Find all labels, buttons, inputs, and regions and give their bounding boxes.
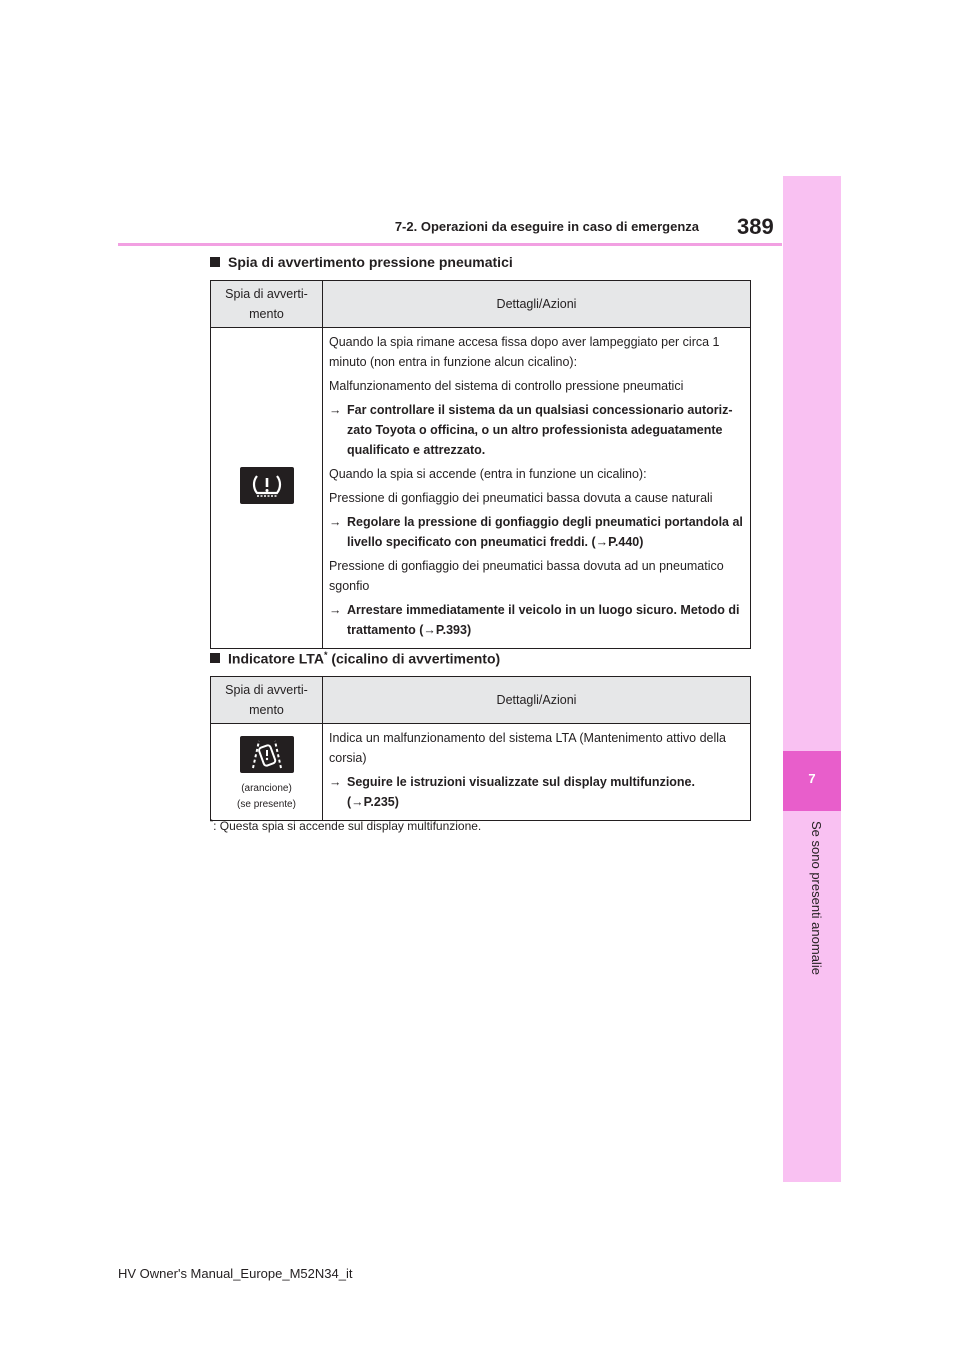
action-instruction [329, 600, 744, 640]
details-cell [323, 724, 751, 821]
detail-text: Quando la spia si accende (entra in funzione un cicalino): [329, 467, 647, 481]
arrow-icon: → [329, 515, 342, 529]
detail-text: Pressione di gonfiaggio dei pneumatici bassa dovuta a cause naturali [329, 491, 713, 505]
col-header-warning-light [211, 677, 323, 724]
section2-heading [210, 650, 500, 667]
footnote [210, 818, 481, 833]
chapter-title: Se sono presenti anomalie [809, 821, 824, 975]
detail-text: Indica un malfunzionamento del sistema LTA (Mantenimento attivo della corsia) [329, 731, 726, 765]
col-header-warning-light [211, 281, 323, 328]
warning-icon-cell [211, 328, 323, 649]
action-instruction [329, 400, 744, 460]
section-title: 7-2. Operazioni da eseguire in caso di emergenza [394, 219, 699, 234]
arrow-icon: → [329, 775, 342, 789]
page-number: 389 [737, 214, 774, 239]
manual-footer: HV Owner's Manual_Europe_M52N34_it [118, 1266, 353, 1281]
header-rule [118, 243, 782, 246]
col-header-details: Dettagli/Azioni [323, 677, 751, 724]
detail-text: Quando la spia rimane accesa fissa dopo aver lampeggiato per circa 1 minuto (non entra in funzione alcun cicalino): [329, 335, 720, 369]
icon-availability-note: (se presente) [237, 798, 296, 810]
col-header-details: Dettagli/Azioni [323, 281, 751, 328]
footnote-mark: * [210, 818, 214, 827]
arrow-icon: → [329, 603, 342, 617]
action-text: Far controllare il sistema da un qualsiasi concessionario autoriz- zato Toyota o officina, o un altro professionista adeguatamente qualificato e attrezzato. [347, 403, 733, 457]
bullet-square-icon [210, 257, 220, 267]
chapter-number: 7 [808, 771, 816, 786]
section2-heading-text [228, 650, 500, 667]
footnote-text: : Questa spia si accende sul display multifunzione. [213, 819, 482, 833]
footnote-mark: * [323, 650, 328, 660]
section1-heading [210, 254, 513, 270]
col-header-warning-light-text: Spia di avverti- mento [225, 287, 308, 321]
section1-heading-text: Spia di avvertimento pressione pneumatici [228, 254, 513, 270]
details-cell [323, 328, 751, 649]
action-instruction [329, 772, 744, 812]
section2-heading-main: Indicatore LTA [228, 650, 324, 667]
lta-table [210, 676, 751, 821]
detail-text: Malfunzionamento del sistema di controllo pressione pneumatici [329, 379, 684, 393]
arrow-icon: → [329, 403, 342, 417]
bullet-square-icon [210, 653, 220, 663]
section2-heading-suffix: (cicalino di avvertimento) [327, 650, 501, 667]
warning-icon-cell [211, 724, 323, 821]
tire-pressure-table [210, 280, 751, 649]
action-text: Seguire le istruzioni visualizzate sul display multifunzione. (→P.235) [347, 775, 695, 809]
col-header-warning-light-text: Spia di avverti- mento [225, 683, 308, 717]
chapter-side-tab [783, 176, 841, 1182]
action-text: Arrestare immediatamente il veicolo in un luogo sicuro. Metodo di trattamento (→P.393) [347, 603, 740, 637]
tire-pressure-warning-icon [240, 467, 294, 504]
icon-color-note: (arancione) [241, 782, 292, 794]
action-instruction [329, 512, 744, 552]
action-text: Regolare la pressione di gonfiaggio degli pneumatici portandola al livello specificato con pneumatici freddi. (→P.440) [347, 515, 743, 549]
lta-lane-warning-icon [240, 736, 294, 773]
detail-text: Pressione di gonfiaggio dei pneumatici bassa dovuta ad un pneumatico sgonfio [329, 559, 724, 593]
